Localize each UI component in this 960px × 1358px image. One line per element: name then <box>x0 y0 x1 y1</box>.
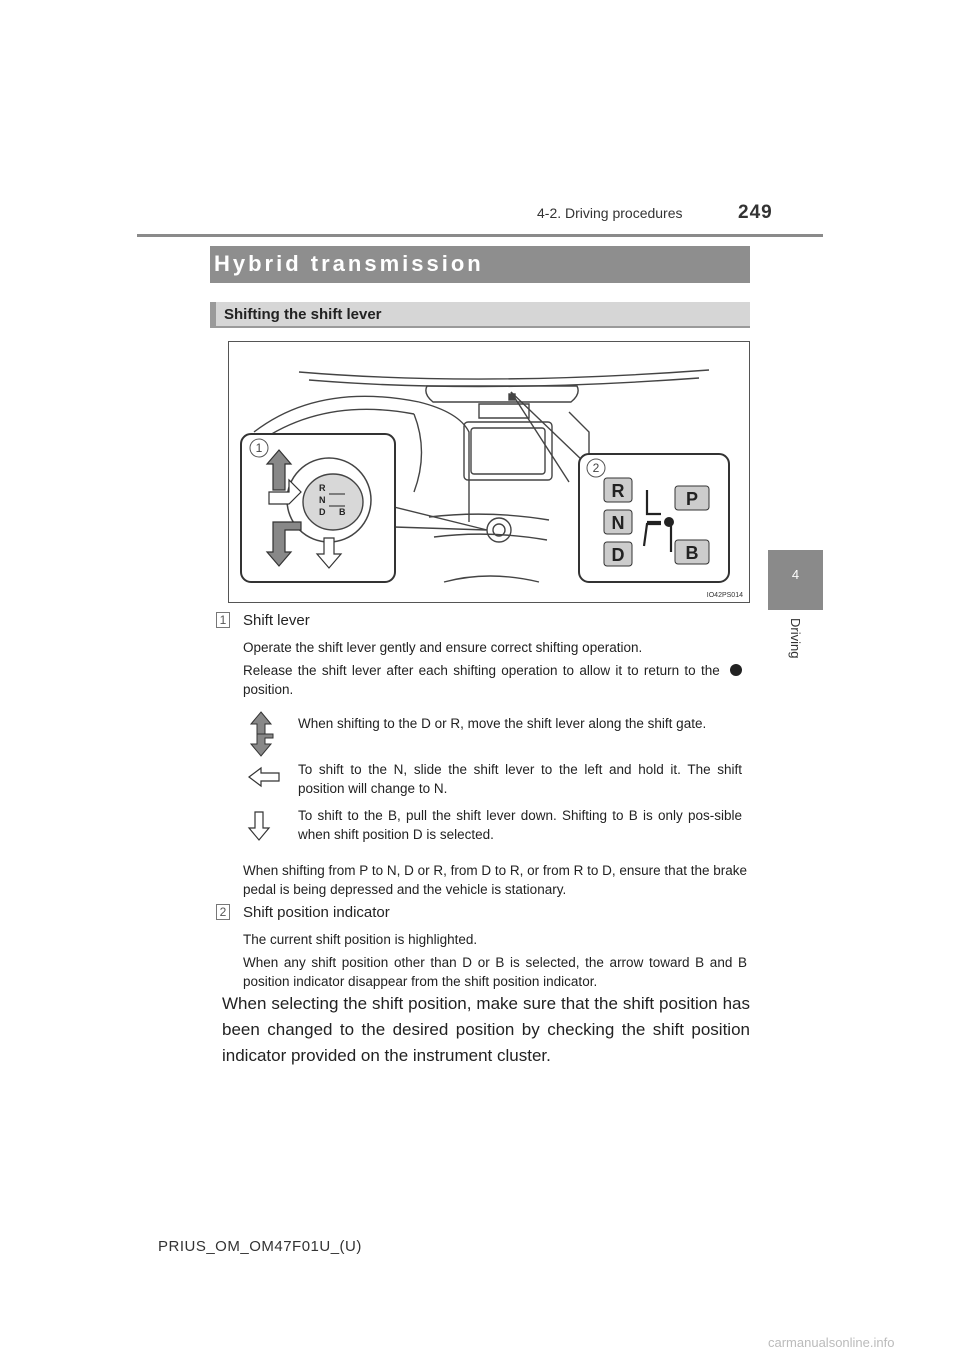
header-rule <box>137 234 823 237</box>
item-1-note: When shifting from P to N, D or R, from D to R, or from R to D, ensure that the brake pedal is being depressed and the vehicle is stationary. <box>243 863 747 897</box>
watermark: carmanualsonline.info <box>768 1335 895 1350</box>
chapter-tab <box>768 550 823 610</box>
up-down-arrow-icon <box>247 710 281 763</box>
knob-letter-r: R <box>319 483 326 493</box>
figure-code: IO42PS014 <box>706 592 743 599</box>
icon-row-up-down <box>247 710 747 760</box>
indicator-b: B <box>685 543 699 563</box>
page-number: 249 <box>738 202 773 223</box>
indicator-p: P <box>685 489 699 509</box>
left-arrow-icon <box>247 766 281 793</box>
subsection-title: Shifting the shift lever <box>224 306 382 323</box>
icon-row-left <box>247 760 747 806</box>
indicator-d: D <box>611 545 625 565</box>
item-1-paragraph-2-start: Release the shift lever after each shifting operation to allow it to return to the <box>243 663 720 678</box>
indicator-r: R <box>611 481 625 501</box>
main-paragraph: When selecting the shift position, make sure that the shift position has been changed to the desired position by checking the shift position indicator provided on the instrument cluster. <box>222 994 750 1065</box>
down-arrow-icon <box>247 810 281 847</box>
knob-letter-b: B <box>339 507 346 517</box>
item-2-badge: 2 <box>216 904 230 920</box>
subsection-bar <box>210 302 750 328</box>
chapter-label: Driving <box>788 618 803 659</box>
shift-lever-illustration <box>228 341 750 603</box>
icon-row-2-text: To shift to the N, slide the shift lever to the left and hold it. The shift position will change to N. <box>298 762 742 796</box>
knob-letter-d: D <box>319 507 326 517</box>
icon-row-3-text: To shift to the B, pull the shift lever down. Shifting to B is only pos-sible when shift position D is selected. <box>298 808 742 842</box>
item-2-paragraph-2: When any shift position other than D or B is selected, the arrow toward B and B position indicator disappear from the shift position indicator. <box>243 955 747 989</box>
chapter-number: 4 <box>791 567 800 582</box>
item-1-paragraph-1: Operate the shift lever gently and ensure correct shifting operation. <box>243 640 643 655</box>
item-1-badge: 1 <box>216 612 230 628</box>
header-section-title: 4-2. Driving procedures <box>537 205 683 221</box>
item-1-paragraph-2-end: position. <box>243 682 294 697</box>
indicator-n: N <box>611 513 625 533</box>
footer-document-code: PRIUS_OM_OM47F01U_(U) <box>158 1238 362 1255</box>
section-title-bar <box>210 246 750 283</box>
callout-1-label: 1 <box>255 441 263 455</box>
item-2-title: Shift position indicator <box>243 904 390 921</box>
icon-row-down <box>247 806 747 856</box>
section-title: Hybrid transmission <box>214 251 484 276</box>
knob-letter-n: N <box>319 495 326 505</box>
item-2-paragraph-1: The current shift position is highlighted. <box>243 932 478 947</box>
neutral-position-dot-icon <box>730 664 742 676</box>
item-1-paragraph-2 <box>243 661 747 699</box>
callout-2-label: 2 <box>592 461 600 475</box>
dashboard-drawing <box>229 342 749 602</box>
item-1-title: Shift lever <box>243 612 310 629</box>
icon-row-1-text: When shifting to the D or R, move the shift lever along the shift gate. <box>298 716 707 731</box>
